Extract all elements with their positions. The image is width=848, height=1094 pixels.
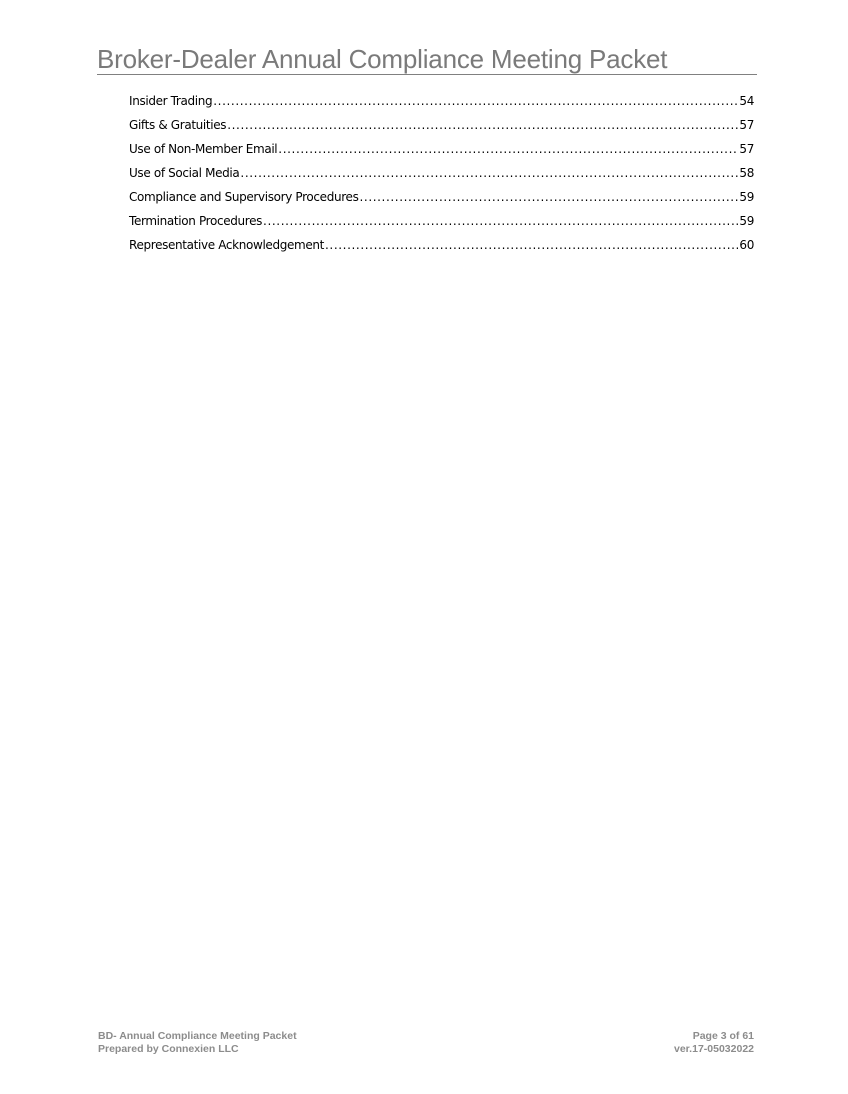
toc-entry-page: 59 bbox=[739, 190, 754, 204]
toc-entry-label: Insider Trading bbox=[129, 94, 213, 108]
toc-entry-compliance-supervisory[interactable] bbox=[129, 190, 754, 214]
toc-dot-leader bbox=[213, 94, 738, 108]
footer-left bbox=[98, 1030, 297, 1056]
toc-dot-leader bbox=[227, 118, 738, 132]
toc-dot-leader bbox=[325, 238, 738, 252]
toc-dot-leader bbox=[240, 166, 738, 180]
toc-entry-label: Use of Non-Member Email bbox=[129, 142, 278, 156]
toc-entry-social-media[interactable] bbox=[129, 166, 754, 190]
toc-entry-page: 58 bbox=[739, 166, 754, 180]
title-divider bbox=[97, 74, 757, 75]
toc-entry-page: 60 bbox=[739, 238, 754, 252]
table-of-contents bbox=[129, 94, 754, 262]
footer-version: ver.17-05032022 bbox=[674, 1043, 754, 1055]
footer-page-number: Page 3 of 61 bbox=[692, 1030, 754, 1042]
footer-document-name: BD- Annual Compliance Meeting Packet bbox=[98, 1030, 297, 1042]
page-title: Broker-Dealer Annual Compliance Meeting Packet bbox=[97, 44, 668, 74]
toc-entry-page: 59 bbox=[739, 214, 754, 228]
toc-entry-insider-trading[interactable] bbox=[129, 94, 754, 118]
toc-entry-gifts-gratuities[interactable] bbox=[129, 118, 754, 142]
toc-entry-page: 54 bbox=[739, 94, 754, 108]
toc-dot-leader bbox=[278, 142, 738, 156]
toc-entry-label: Gifts & Gratuities bbox=[129, 118, 227, 132]
toc-entry-page: 57 bbox=[739, 118, 754, 132]
toc-entry-label: Compliance and Supervisory Procedures bbox=[129, 190, 359, 204]
page-footer bbox=[98, 1030, 754, 1056]
toc-entry-label: Termination Procedures bbox=[129, 214, 263, 228]
footer-preparer: Prepared by Connexien LLC bbox=[98, 1043, 239, 1055]
toc-entry-label: Use of Social Media bbox=[129, 166, 240, 180]
toc-dot-leader bbox=[263, 214, 738, 228]
toc-entry-termination[interactable] bbox=[129, 214, 754, 238]
toc-entry-label: Representative Acknowledgement bbox=[129, 238, 325, 252]
toc-dot-leader bbox=[359, 190, 738, 204]
toc-entry-acknowledgement[interactable] bbox=[129, 238, 754, 262]
footer-right bbox=[674, 1030, 754, 1056]
toc-entry-page: 57 bbox=[739, 142, 754, 156]
toc-entry-non-member-email[interactable] bbox=[129, 142, 754, 166]
